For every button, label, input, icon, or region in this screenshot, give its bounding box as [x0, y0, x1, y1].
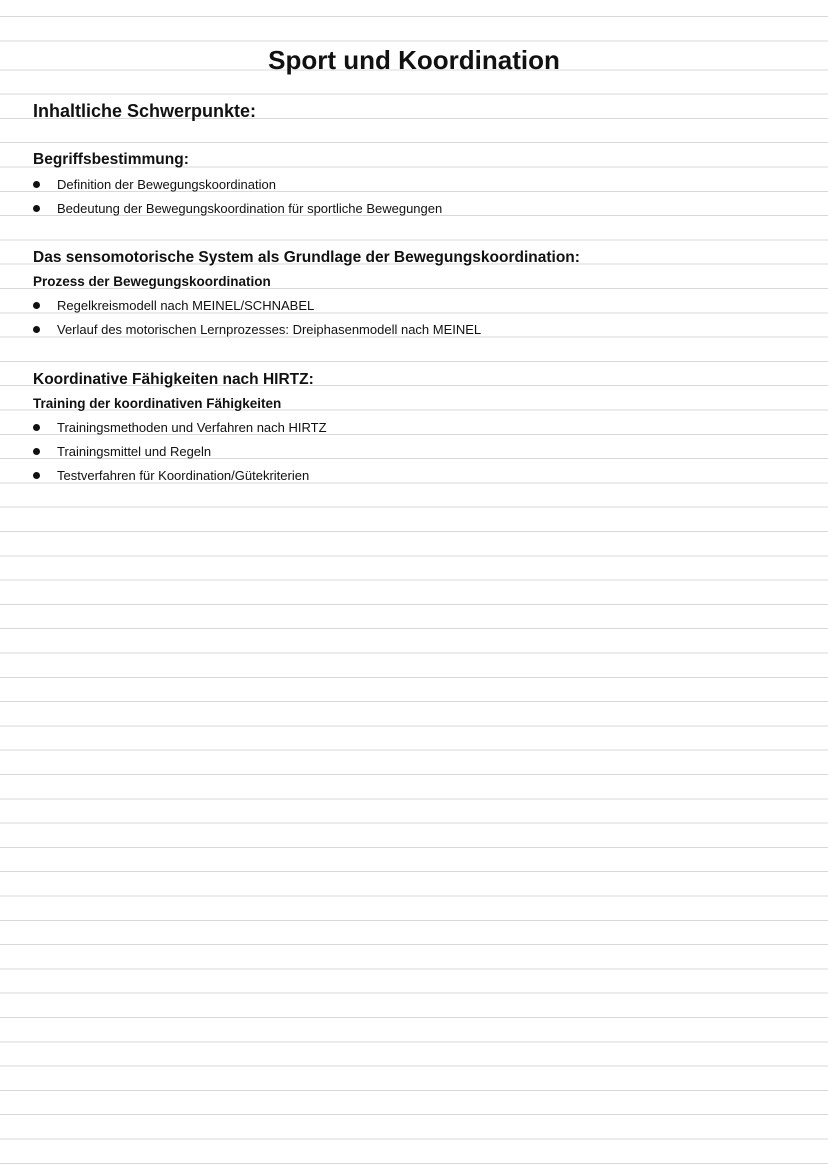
bullet-icon: [33, 472, 40, 479]
section-heading-sensomotorisches-system: Das sensomotorische System als Grundlage der Bewegungskoordination:: [33, 249, 580, 266]
bullet-icon: [33, 205, 40, 212]
list-item-text: Regelkreismodell nach MEINEL/SCHNABEL: [57, 298, 315, 313]
section-heading-koordinative-faehigkeiten: Koordinative Fähigkeiten nach HIRTZ:: [33, 371, 314, 388]
bullet-icon: [33, 448, 40, 455]
list-item-text: Verlauf des motorischen Lernprozesses: Dreiphasenmodell nach MEINEL: [57, 322, 482, 337]
bullet-icon: [33, 424, 40, 431]
bullet-icon: [33, 302, 40, 309]
list-item-text: Trainingsmittel und Regeln: [57, 444, 212, 459]
list-item-text: Definition der Bewegungskoordination: [57, 177, 276, 192]
section-heading-begriffsbestimmung: Begriffsbestimmung:: [33, 151, 189, 168]
list-item-text: Bedeutung der Bewegungskoordination für sportliche Bewegungen: [57, 201, 443, 216]
main-heading: Inhaltliche Schwerpunkte:: [33, 101, 257, 121]
bullet-icon: [33, 181, 40, 188]
bullet-icon: [33, 326, 40, 333]
page-title: Sport und Koordination: [268, 45, 560, 75]
list-item-text: Testverfahren für Koordination/Gütekriterien: [57, 468, 310, 483]
subheading-prozess: Prozess der Bewegungskoordination: [33, 274, 271, 289]
subheading-training: Training der koordinativen Fähigkeiten: [33, 396, 282, 411]
list-item-text: Trainingsmethoden und Verfahren nach HIRTZ: [57, 420, 327, 435]
